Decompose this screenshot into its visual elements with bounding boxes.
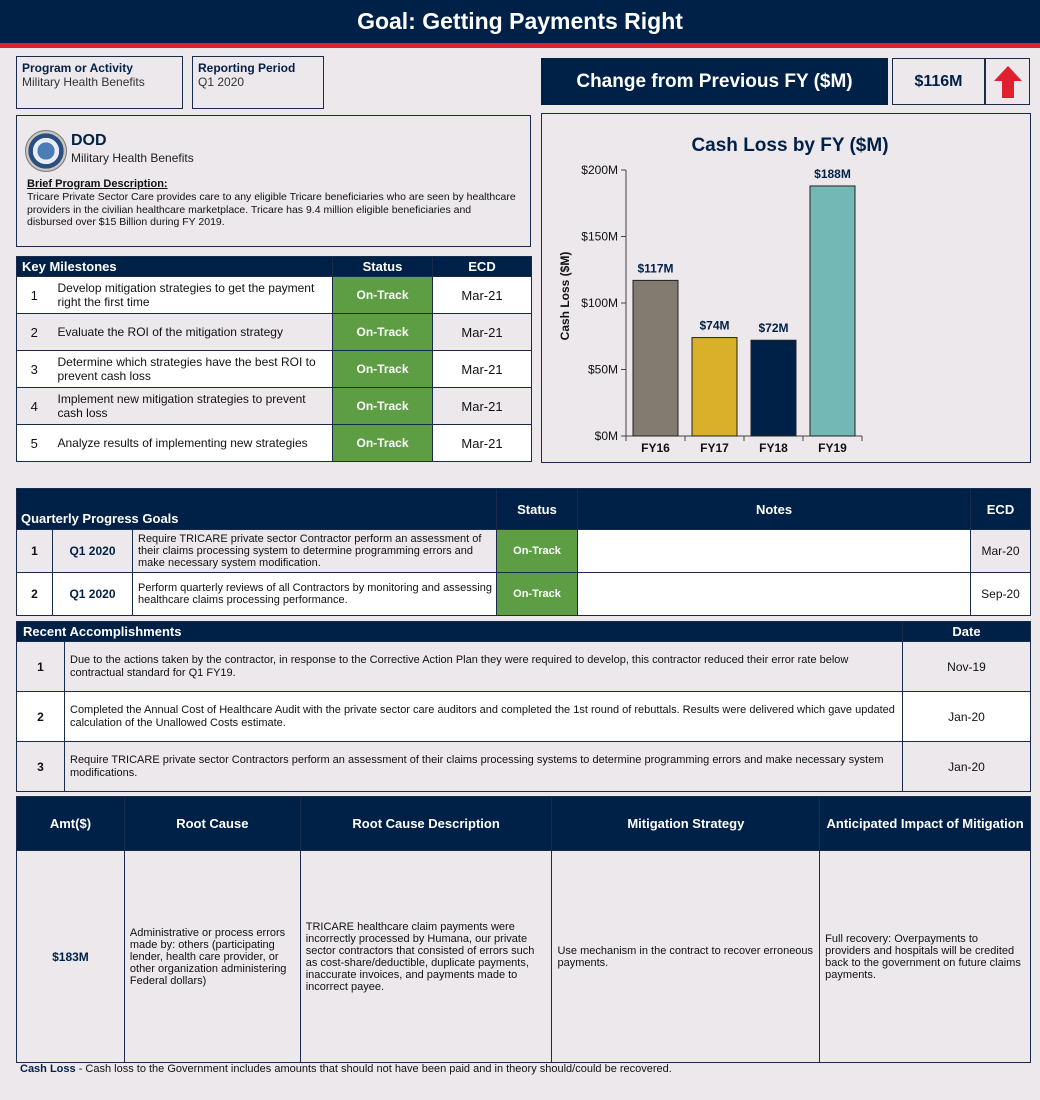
- accomplishment-num: 2: [17, 692, 65, 742]
- rc-amt-header: Amt($): [17, 797, 125, 851]
- milestone-num: 4: [17, 388, 52, 425]
- milestone-row: [17, 314, 532, 351]
- milestone-text: Develop mitigation strategies to get the payment right the first time: [52, 277, 333, 314]
- rc-impact: Full recovery: Overpayments to providers and hospitals will be credited back to the government on future claims payments.: [820, 851, 1031, 1063]
- period-value: Q1 2020: [198, 75, 245, 89]
- milestone-row: [17, 388, 532, 425]
- milestone-num: 1: [17, 277, 52, 314]
- accomplishments-date-header: Date: [903, 622, 1031, 642]
- milestone-text: Evaluate the ROI of the mitigation strategy: [52, 314, 333, 351]
- quarterly-text: Perform quarterly reviews of all Contractors by monitoring and assessing healthcare claims processing performance.: [133, 573, 497, 616]
- rc-cause: Administrative or process errors made by: others (participating lender, health care provider, or other organization administering Federal dollars): [124, 851, 300, 1063]
- quarterly-row: [17, 573, 1031, 616]
- x-tick-label: FY16: [641, 441, 670, 455]
- program-description-box: [16, 115, 531, 247]
- quarterly-text: Require TRICARE private sector Contractor perform an assessment of their claims processing system to determine programming errors and make necessary system modification.: [133, 530, 497, 573]
- chart-svg: [542, 114, 1030, 462]
- y-tick-label: $0M: [594, 429, 618, 443]
- y-tick-label: $100M: [581, 296, 618, 310]
- rc-strategy: Use mechanism in the contract to recover erroneous payments.: [552, 851, 820, 1063]
- milestone-row: [17, 277, 532, 314]
- root-cause-table: [16, 796, 1031, 1063]
- bar-data-label: $74M: [699, 318, 730, 333]
- accomplishment-row: [17, 692, 1031, 742]
- milestones-ecd-header: ECD: [433, 257, 532, 277]
- rc-impact-header: Anticipated Impact of Mitigation: [820, 797, 1031, 851]
- milestones-status-header: Status: [333, 257, 433, 277]
- quarterly-notes: [578, 530, 971, 573]
- x-tick-label: FY18: [759, 441, 788, 455]
- program-label: Program or Activity: [22, 61, 133, 75]
- footnote-text: - Cash loss to the Government includes amounts that should not have been paid and in theory should/could be recovered.: [75, 1063, 672, 1075]
- rc-strategy-header: Mitigation Strategy: [552, 797, 820, 851]
- milestone-ecd: Mar-21: [433, 425, 532, 462]
- y-tick-label: $150M: [581, 229, 618, 244]
- milestone-status: On-Track: [333, 425, 433, 462]
- footnote: [20, 1063, 672, 1075]
- bar: [633, 280, 678, 436]
- quarterly-ecd-header: ECD: [971, 489, 1031, 530]
- chart-title: Cash Loss by FY ($M): [691, 135, 889, 156]
- quarterly-notes: [578, 573, 971, 616]
- quarterly-status-header: Status: [497, 489, 578, 530]
- bar-data-label: $117M: [637, 261, 674, 276]
- milestone-ecd: Mar-21: [433, 314, 532, 351]
- rc-cause-header: Root Cause: [124, 797, 300, 851]
- program-value: Military Health Benefits: [22, 75, 145, 89]
- quarterly-ecd: Sep-20: [971, 573, 1031, 616]
- quarterly-notes-header: Notes: [578, 489, 971, 530]
- quarterly-quarter: Q1 2020: [53, 573, 133, 616]
- accomplishment-text: Due to the actions taken by the contractor, in response to the Corrective Action Plan they were required to develop, this contractor reduced their error rate below contractual standard for Q1 FY19.: [65, 642, 903, 692]
- milestone-row: [17, 351, 532, 388]
- milestone-num: 2: [17, 314, 52, 351]
- quarterly-status: On-Track: [497, 530, 578, 573]
- description-heading: Brief Program Description:: [27, 178, 168, 190]
- accomplishment-num: 3: [17, 742, 65, 792]
- y-tick-label: $200M: [581, 163, 618, 177]
- rc-desc: TRICARE healthcare claim payments were incorrectly processed by Humana, our private sector contractors that consisted of errors such as cost-share/deductible, duplicate payments, inaccurate invoices, and payments made to incorrect payee.: [300, 851, 552, 1063]
- quarterly-quarter: Q1 2020: [53, 530, 133, 573]
- bar: [810, 186, 855, 436]
- quarterly-num: 2: [17, 573, 53, 616]
- milestone-text: Implement new mitigation strategies to prevent cash loss: [52, 388, 333, 425]
- footnote-term: Cash Loss: [20, 1063, 76, 1075]
- accomplishment-date: Nov-19: [903, 642, 1031, 692]
- page-title: Goal: Getting Payments Right: [0, 0, 1040, 43]
- accomplishment-num: 1: [17, 642, 65, 692]
- milestone-num: 5: [17, 425, 52, 462]
- x-tick-label: FY17: [700, 441, 729, 455]
- milestone-text: Analyze results of implementing new strategies: [52, 425, 333, 462]
- milestones-table: [16, 256, 532, 462]
- period-box: [192, 56, 324, 109]
- agency-name: DOD: [71, 132, 107, 149]
- accomplishment-row: [17, 642, 1031, 692]
- milestone-ecd: Mar-21: [433, 277, 532, 314]
- bar: [751, 340, 796, 436]
- accomplishment-text: Require TRICARE private sector Contractors perform an assessment of their claims processing systems to determine programming errors and make necessary system modifications.: [65, 742, 903, 792]
- milestone-status: On-Track: [333, 277, 433, 314]
- cash-loss-chart: [541, 113, 1031, 463]
- milestone-ecd: Mar-21: [433, 351, 532, 388]
- header-divider: [0, 43, 1040, 48]
- change-title: Change from Previous FY ($M): [541, 58, 888, 105]
- quarterly-goals-table: [16, 488, 1031, 616]
- quarterly-num: 1: [17, 530, 53, 573]
- bar-data-label: $188M: [814, 166, 851, 181]
- bar-data-label: $72M: [758, 321, 789, 336]
- agency-subtitle: Military Health Benefits: [71, 151, 194, 165]
- arrow-up-icon: [985, 58, 1030, 105]
- milestone-status: On-Track: [333, 314, 433, 351]
- dod-seal-icon: [25, 130, 67, 172]
- x-tick-label: FY19: [818, 441, 847, 455]
- accomplishment-row: [17, 742, 1031, 792]
- quarterly-ecd: Mar-20: [971, 530, 1031, 573]
- quarterly-title: Quarterly Progress Goals: [17, 489, 497, 530]
- milestone-text: Determine which strategies have the best ROI to prevent cash loss: [52, 351, 333, 388]
- quarterly-status: On-Track: [497, 573, 578, 616]
- description-text: Tricare Private Sector Care provides care to any eligible Tricare beneficiaries who are seen by healthcare providers in the civilian healthcare marketplace. Tricare has 9.4 million eligible beneficiaries and disbursed over $15 Billion during FY 2019.: [27, 191, 516, 228]
- milestones-title: Key Milestones: [17, 257, 333, 277]
- accomplishment-text: Completed the Annual Cost of Healthcare Audit with the private sector care auditors and completed the 1st round of rebuttals. Results were delivered which gave updated calculation of the Unallowed Costs estimate.: [65, 692, 903, 742]
- root-cause-row: [17, 851, 1031, 1063]
- period-label: Reporting Period: [198, 61, 296, 75]
- accomplishments-title: Recent Accomplishments: [17, 622, 903, 642]
- milestone-row: [17, 425, 532, 462]
- chart-ylabel: Cash Loss ($M): [558, 251, 572, 341]
- rc-desc-header: Root Cause Description: [300, 797, 552, 851]
- milestone-num: 3: [17, 351, 52, 388]
- y-tick-label: $50M: [587, 362, 618, 377]
- accomplishment-date: Jan-20: [903, 692, 1031, 742]
- accomplishment-date: Jan-20: [903, 742, 1031, 792]
- milestone-status: On-Track: [333, 351, 433, 388]
- milestone-ecd: Mar-21: [433, 388, 532, 425]
- program-box: [16, 56, 183, 109]
- rc-amt: $183M: [17, 851, 125, 1063]
- change-value: $116M: [892, 58, 985, 105]
- quarterly-row: [17, 530, 1031, 573]
- bar: [692, 338, 737, 436]
- accomplishments-table: [16, 621, 1031, 792]
- milestone-status: On-Track: [333, 388, 433, 425]
